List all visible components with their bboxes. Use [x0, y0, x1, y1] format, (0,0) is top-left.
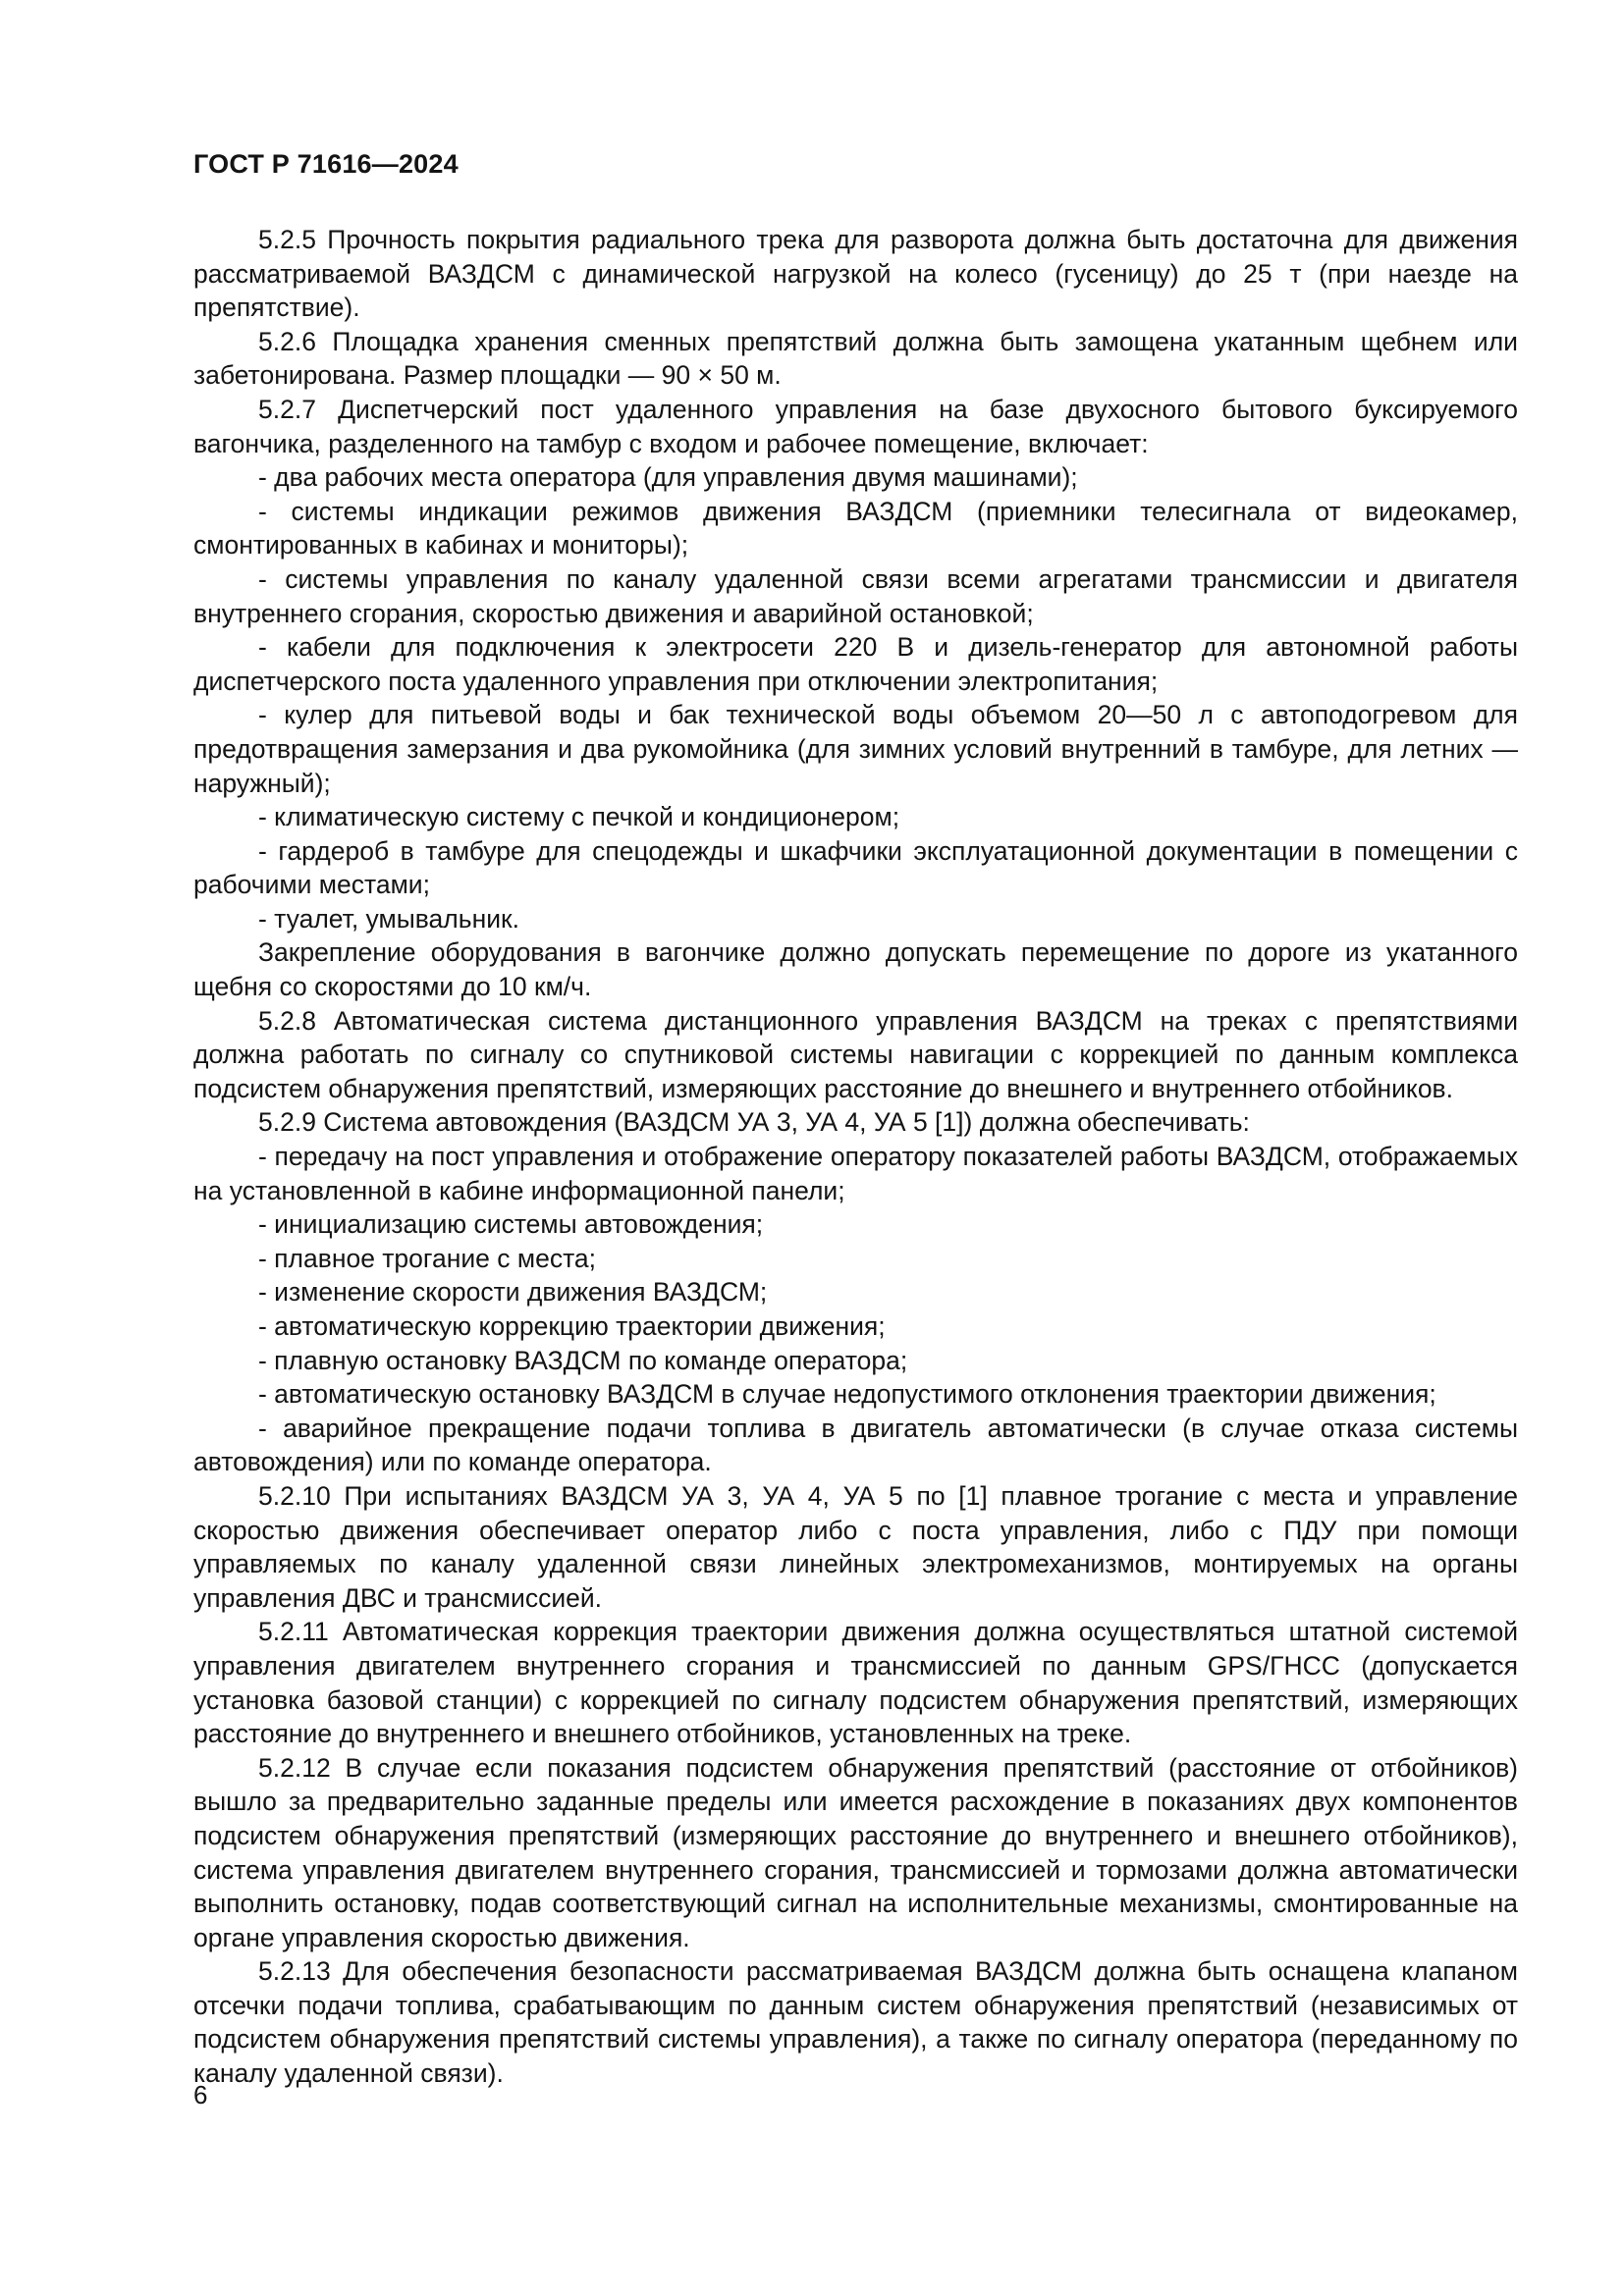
list-item: - кабели для подключения к электросети 220 В и дизель-генератор для автономной работы диспетчерского поста удаленного управления при отключении электропитания;: [193, 632, 1518, 696]
paragraph-5-2-5: 5.2.5 Прочность покрытия радиального трека для разворота должна быть достаточна для движения рассматриваемой ВАЗДСМ с динамической нагрузкой на колесо (гусеницу) до 25 т (при наезде на препятствие).: [193, 225, 1518, 323]
paragraph-5-2-12: 5.2.12 В случае если показания подсистем обнаружения препятствий (расстояние от отбойников) вышло за предварительно заданные пределы или имеется расхождение в показаниях двух компонентов подсистем обнаружения препятствий (измеряющих расстояние до внутреннего и внешнего отбойников), система управления двигателем внутреннего сгорания, трансмиссией и тормозами должна автоматически выполнить остановку, подав соответствующий сигнал на исполнительные механизмы, смонтированные на органе управления скоростью движения.: [193, 1752, 1518, 1952]
paragraph-5-2-13: 5.2.13 Для обеспечения безопасности рассматриваемая ВАЗДСМ должна быть оснащена клапаном отсечки подачи топлива, срабатывающим по данным систем обнаружения препятствий (независимых от подсистем обнаружения препятствий системы управления), а также по сигналу оператора (переданному по каналу удаленной связи).: [193, 1956, 1518, 2089]
paragraph-5-2-10: 5.2.10 При испытаниях ВАЗДСМ УА 3, УА 4, УА 5 по [1] плавное трогание с места и управление скоростью движения обеспечивает оператор либо с поста управления, либо с ПДУ при помощи управляемых по каналу удаленной связи линейных электромеханизмов, монтируемых на органы управления ДВС и трансмиссией.: [193, 1480, 1518, 1613]
paragraph-5-2-9: 5.2.9 Система автовождения (ВАЗДСМ УА 3, УА 4, УА 5 [1]) должна обеспечивать:: [258, 1107, 1250, 1138]
page-number: 6: [193, 2080, 208, 2109]
paragraph-5-2-11: 5.2.11 Автоматическая коррекция траектории движения должна осуществляться штатной системой управления двигателем внутреннего сгорания и трансмиссией по данным GPS/ГНСС (допускается установка базовой станции) с коррекцией по сигналу подсистем обнаружения препятствий, измеряющих расстояние до внутреннего и внешнего отбойников, установленных на треке.: [193, 1617, 1518, 1749]
paragraph-5-2-8: 5.2.8 Автоматическая система дистанционного управления ВАЗДСМ на треках с препятствиями должна работать по сигналу со спутниковой системы навигации с коррекцией по данным комплекса подсистем обнаружения препятствий, измеряющих расстояние до внешнего и внутреннего отбойников.: [193, 1005, 1518, 1103]
list-item: - туалет, умывальник.: [258, 903, 519, 934]
paragraph-5-2-7: 5.2.7 Диспетчерский пост удаленного управления на базе двухосного бытового буксируемого вагончика, разделенного на тамбур с входом и рабочее помещение, включает:: [193, 394, 1518, 458]
list-item: - плавную остановку ВАЗДСМ по команде оператора;: [258, 1345, 908, 1375]
list-item: - системы индикации режимов движения ВАЗДСМ (приемники телесигнала от видеокамер, смонтированных в кабинах и мониторы);: [193, 496, 1518, 561]
list-item: - два рабочих места оператора (для управления двумя машинами);: [258, 462, 1078, 493]
list-item: - передачу на пост управления и отображение оператору показателей работы ВАЗДСМ, отображаемых на установленной в кабине информационной панели;: [193, 1142, 1518, 1205]
list-item: - системы управления по каналу удаленной связи всеми агрегатами трансмиссии и двигателя внутреннего сгорания, скоростью движения и аварийной остановкой;: [193, 563, 1518, 628]
list-item: - автоматическую остановку ВАЗДСМ в случае недопустимого отклонения траектории движения;: [258, 1379, 1436, 1410]
list-item: - аварийное прекращение подачи топлива в двигатель автоматически (в случае отказа системы автовождения) или по команде оператора.: [193, 1413, 1518, 1477]
list-item: - изменение скорости движения ВАЗДСМ;: [258, 1277, 768, 1308]
list-item: - автоматическую коррекцию траектории движения;: [258, 1311, 886, 1341]
list-item: - кулер для питьевой воды и бак технической воды объемом 20—50 л с автоподогревом для предотвращения замерзания и два рукомойника (для зимних условий внутренний в тамбуре, для летних — наружный);: [193, 700, 1518, 798]
document-header: ГОСТ Р 71616—2024: [193, 149, 459, 179]
document-body: [193, 223, 1518, 2091]
paragraph-equipment-fixing: Закрепление оборудования в вагончике должно допускать перемещение по дороге из укатанного щебня со скоростями до 10 км/ч.: [193, 937, 1518, 1002]
list-item: - инициализацию системы автовождения;: [258, 1209, 764, 1240]
list-item: - гардероб в тамбуре для спецодежды и шкафчики эксплуатационной документации в помещении с рабочими местами;: [193, 835, 1518, 900]
paragraph-5-2-6: 5.2.6 Площадка хранения сменных препятствий должна быть замощена укатанным щебнем или забетонирована. Размер площадки — 90 × 50 м.: [193, 326, 1518, 391]
list-item: - климатическую систему с печкой и кондиционером;: [258, 802, 900, 832]
list-item: - плавное трогание с места;: [258, 1243, 597, 1273]
